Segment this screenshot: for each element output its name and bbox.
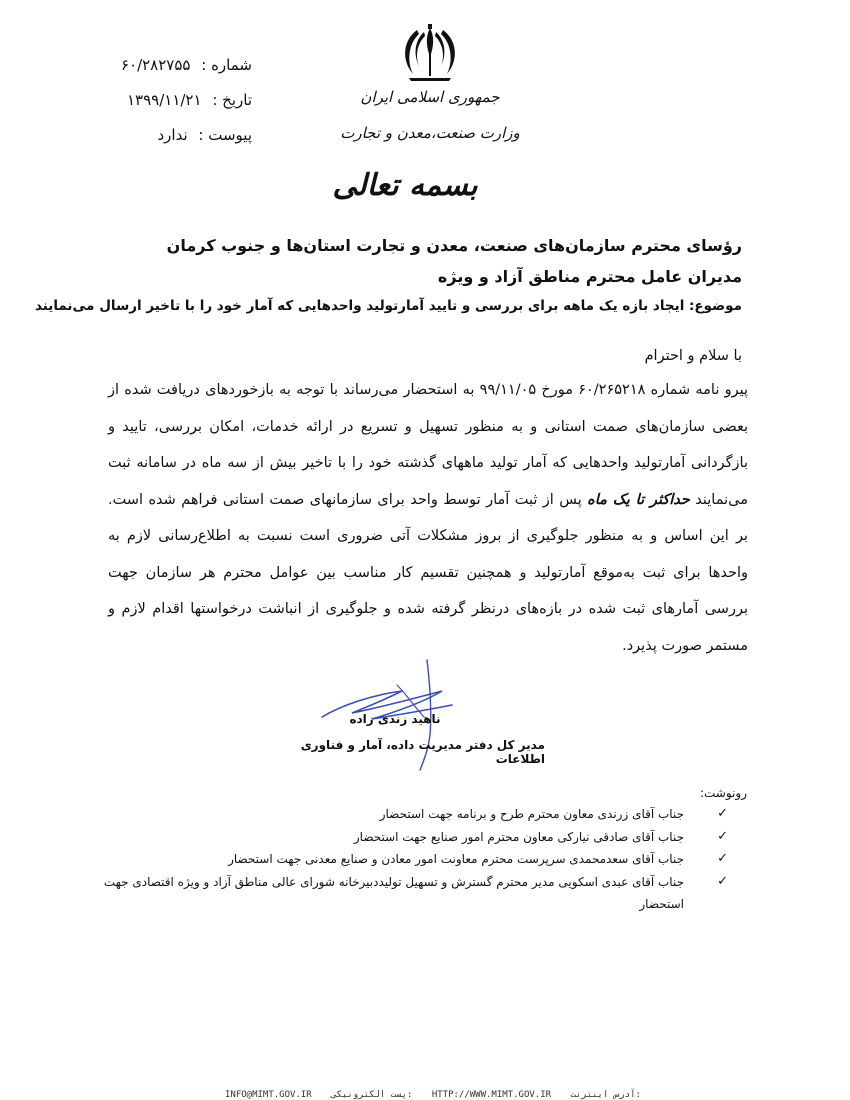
letter-body xyxy=(108,372,748,664)
letter-number-row xyxy=(62,48,252,83)
letter-attachment-row xyxy=(62,118,252,153)
government-name: جمهوری اسلامی ایران xyxy=(360,88,500,106)
checkmark-icon: ✓ xyxy=(717,873,728,889)
checkmark-icon: ✓ xyxy=(717,851,728,866)
cc-item-text: جناب آقای صادقی نیارکی معاون محترم امور صنایع جهت استحضار xyxy=(353,829,684,844)
letter-date-row xyxy=(62,83,252,118)
footer-web: HTTP://WWW.MIMT.GOV.IR xyxy=(431,1090,552,1100)
cc-item-text: جناب آقای عبدی اسکویی مدیر محترم گسترش و تسهیل تولیددبیرخانه شورای عالی مناطق آزاد و ویژه اقتصادی جهت استحضار xyxy=(103,874,684,911)
cc-list xyxy=(100,803,728,916)
cc-label: رونوشت: xyxy=(699,786,747,800)
signatory-title: مدیر کل دفتر مدیریت داده، آمار و فناوری اطلاعات xyxy=(300,738,545,766)
footer-email-label: پست الکترونیکی: xyxy=(331,1090,413,1100)
cc-item xyxy=(100,848,728,871)
body-text-part-1: پیرو نامه شماره ۶۰/۲۶۵۲۱۸ مورخ ۹۹/۱۱/۰۵ به استحضار می‌رساند با توجه به بازخوردهای دریافت شده از بعضی سازمان‌های صمت استانی و به منظور تسهیل و تسریع در ارائه خدمات، امکان بررسی، تایید و بازگردانی آمارتولید واحدهایی که آمار تولید ماههای گذشته خود را با تاخیر بیش از سه ماه در سامانه ثبت می‌نمایند xyxy=(108,382,749,508)
cc-item xyxy=(100,871,728,916)
footer-web-label: آدرس اینترنت: xyxy=(570,1090,641,1100)
checkmark-icon: ✓ xyxy=(717,806,728,821)
letter-number-value: ۶۰/۲۸۲۷۵۵ xyxy=(120,56,191,74)
addressee-line-2: مدیران عامل محترم مناطق آزاد و ویژه xyxy=(437,267,742,286)
letter-meta xyxy=(62,48,252,153)
footer-email: INFO@MIMT.GOV.IR xyxy=(225,1090,312,1100)
invocation: بسمه تعالی xyxy=(332,168,478,203)
cc-item-text: جناب آقای سعدمحمدی سرپرست محترم معاونت امور معادن و صنایع معدنی جهت استحضار xyxy=(228,852,684,866)
body-text-part-2: پس از ثبت آمار توسط واحد برای سازمانهای صمت استانی فراهم شده است. بر این اساس و به منظور جلوگیری از بروز مشکلات آتی ضروری است نسبت به اطلاع‌رسانی لازم به واحدها برای ثبت به‌موقع آمارتولید و همچنین تقسیم کار مناسب بین عوامل محترم هر سازمان جهت بررسی آمارهای ثبت شده در بازه‌های درنظر گرفته شده و جلوگیری از انباشت درخواستها اقدام لازم و مستمر صورت پذیرد. xyxy=(108,491,748,654)
iran-emblem-icon xyxy=(395,22,465,84)
letter-number-label: شماره : xyxy=(201,56,252,74)
page-footer xyxy=(225,1090,641,1100)
letter-attachment-value: ندارد xyxy=(157,126,188,144)
checkmark-icon: ✓ xyxy=(717,828,728,844)
letter-attachment-label: پیوست : xyxy=(198,126,252,144)
letter-subject: موضوع: ایجاد بازه یک ماهه برای بررسی و تایید آمارتولید واحدهایی که آمار خود را با تاخیر ارسال می‌نمایند xyxy=(34,298,742,314)
greeting: با سلام و احترام xyxy=(644,348,742,364)
signatory-name: ناهید زندی زاده xyxy=(349,712,441,726)
ministry-name: وزارت صنعت،معدن و تجارت xyxy=(340,124,520,142)
addressee-line-1: رؤسای محترم سازمان‌های صنعت، معدن و تجارت استان‌ها و جنوب کرمان xyxy=(166,236,742,255)
cc-item xyxy=(100,803,728,826)
cc-item xyxy=(100,826,728,849)
letter-date-label: تاریخ : xyxy=(212,91,252,109)
letter-date-value: ۱۳۹۹/۱۱/۲۱ xyxy=(126,91,202,109)
cc-item-text: جناب آقای زرندی معاون محترم طرح و برنامه جهت استحضار xyxy=(379,807,684,821)
body-emphasis: حداکثر تا یک ماه xyxy=(587,491,690,508)
